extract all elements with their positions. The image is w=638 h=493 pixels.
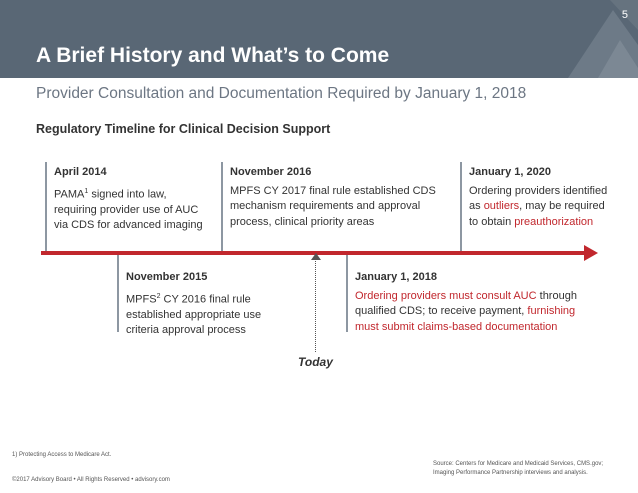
event-text-line: via CDS for advanced imaging [54,219,203,232]
subtitle: Provider Consultation and Documentation Required by January 1, 2018 [36,85,527,102]
event-april-2014 [54,165,203,234]
section-title: Regulatory Timeline for Clinical Decision Support [36,122,331,136]
event-date: November 2016 [230,166,312,178]
event-january-2020 [469,165,607,230]
event-november-2015 [126,270,261,339]
copyright: ©2017 Advisory Board • All Rights Reserved • advisory.com [12,477,170,483]
event-date: January 1, 2018 [355,271,437,283]
header-bar [0,0,638,78]
event-text-line: MPFS$^2$ CY 2016 final rule [126,292,251,306]
timeline-tick [346,254,348,332]
event-date: January 1, 2020 [469,166,551,178]
event-text-line: established appropriate use [126,308,262,321]
today-arrow-icon [311,253,321,260]
event-january-2018 [355,270,577,335]
footnote: 1) Protecting Access to Medicare Act. [12,452,112,458]
event-text-line: process, clinical priority areas [230,215,375,228]
event-text-line: criteria approval process [126,324,246,337]
event-text-line: Ordering providers must consult AUC through [355,289,577,302]
source-line: Source: Centers for Medicare and Medicaid Services, CMS.gov; [433,461,604,467]
event-text-line: mechanism requirements and approval [230,200,421,212]
timeline-tick [117,254,119,332]
event-text-line: Ordering providers identified [469,184,608,197]
event-text-line: as outliers, may be required [469,200,605,212]
event-november-2016 [230,165,436,230]
event-text-line: qualified CDS; to receive payment, furnishing [355,305,576,317]
timeline-tick [45,162,47,252]
source-note [433,460,633,478]
event-text-line: MPFS CY 2017 final rule established CDS [230,184,436,197]
event-text-line: requiring provider use of AUC [54,203,199,216]
event-text-line: PAMA$^1$ signed into law, [54,187,167,201]
page-number: 5 [621,9,628,21]
event-date: April 2014 [54,166,107,178]
source-line: Imaging Performance Partnership interviews and analysis. [433,470,588,476]
event-text-line: to obtain preauthorization [469,215,594,228]
timeline-tick [221,162,223,252]
timeline-arrow-icon [584,245,598,261]
event-date: November 2015 [126,271,208,283]
event-text-line: must submit claims-based documentation [355,320,558,333]
today-marker-line [315,257,316,352]
today-label: Today [298,355,333,369]
timeline-tick [460,162,462,252]
page-title: A Brief History and What’s to Come [36,44,390,67]
